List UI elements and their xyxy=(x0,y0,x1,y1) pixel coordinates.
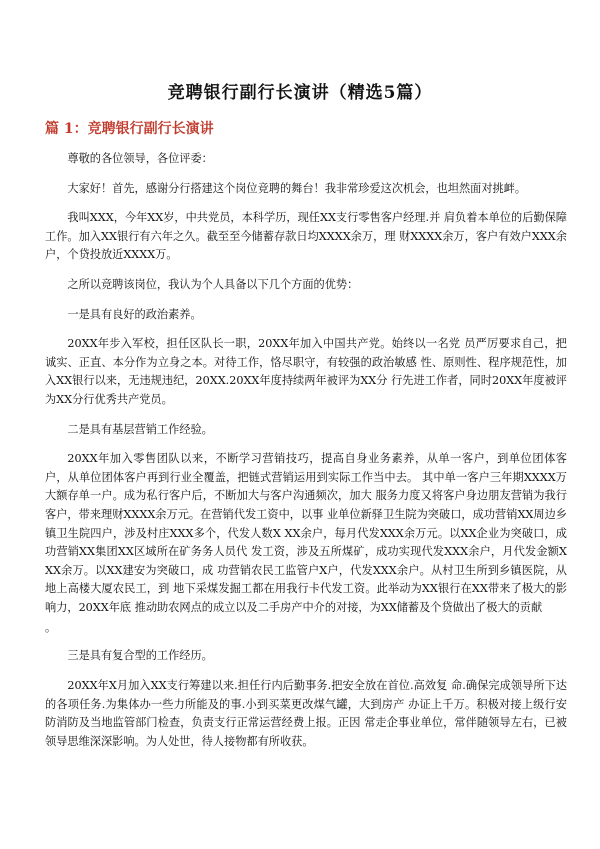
section-title: 篇 1：竞聘银行副行长演讲 xyxy=(45,121,214,137)
advantages-intro-paragraph: 之所以竞聘该岗位，我认为个人具备以下几个方面的优势： xyxy=(67,277,359,291)
document-body xyxy=(45,150,567,762)
greeting-paragraph: 大家好！首先，感谢分行搭建这个岗位竞聘的舞台！我非常珍爱这次机会，也坦然面对挑衅。 xyxy=(67,181,527,195)
salutation-paragraph: 尊敬的各位领导，各位评委： xyxy=(67,152,213,165)
document-title: 竞聘银行副行长演讲（精选5篇） xyxy=(167,83,433,103)
point-three-heading: 三是具有复合型的工作经历。 xyxy=(67,649,213,663)
point-one-heading: 一是具有良好的政治素养。 xyxy=(67,307,202,321)
stray-period-line: 。 xyxy=(45,621,57,635)
point-two-heading: 二是具有基层营销工作经验。 xyxy=(67,422,213,436)
self-intro-paragraph: 我叫XXX，今年XX岁，中共党员，本科学历，现任XX支行零售客户经理.并 肩负着本单位的后勤保障工作。加入XX银行有六年之久。截至至今储蓄存款日均XXXX余万，理 财XXXX余万，客户有效户XXX余户，个贷投放近XXXX万。 xyxy=(45,211,567,262)
point-two-paragraph: 20XX年加入零售团队以来，不断学习营销技巧，提高自身业务素养，从单一客户，到单位团体客户，从单位团体客户再到行业全覆盖，把链式营销运用到实际工作当中去。 其中单一客户三年期XXXX万大额存单一户。成为私行客户后，不断加大与客户沟通频次，加大 服务力度又将客户身边朋友营销为我行客户，带来理财XXXX余万元。在营销代发工资中，以事 业单位新驿卫生院为突破口，成功营销XX周边乡镇卫生院四户，涉及村庄XXX多个，代发人数X XX余户，每月代发XXX余万元。以XX企业为突破口，成功营销XX集团XX区域所在矿务务人员代 发工资，涉及五所煤矿，成功实现代发XXX余户，月代发金额XXX余万。以XX建安为突破口，成 功营销农民工监管户X户，代发XXX余户。从村卫生所到乡镇医院，从地上高楼大厦农民工，到 地下采煤发掘工都在用我行卡代发工资。此举动为XX银行在XX带来了极大的影响力，20XX年底 推动助农网点的成立以及二手房产中介的对接，为XX储蓄及个贷做出了极大的贡献 xyxy=(45,452,567,614)
point-one-paragraph: 20XX年步入军校，担任区队长一职，20XX年加入中国共产党。始终以一名党 员严厉要求自己，把诚实、正直、本分作为立身之本。对待工作，恪尽职守，有较强的政治敏感 性、原则性、程序规范性，加入XX银行以来，无违规违纪，20XX.20XX年度持续两年被评为XX分 行先进工作者，同时20XX年度被评为XX分行优秀共产党员。 xyxy=(45,337,567,406)
point-three-paragraph: 20XX年X月加入XX支行筹建以来.担任行内后勤事务.把安全放在首位.高效复 命.确保完成领导所下达的各项任务.为集体办一些力所能及的事.小到买菜更改煤气罐，大到房产 办证上千万。积极对接上级行安防消防及当地监管部门检查，负责支行正常运营经费上报。正因 常走企事业单位，常伴随领导左右，已被领导思维深深影响。为人处世，待人接物都有所收获。 xyxy=(45,679,567,748)
